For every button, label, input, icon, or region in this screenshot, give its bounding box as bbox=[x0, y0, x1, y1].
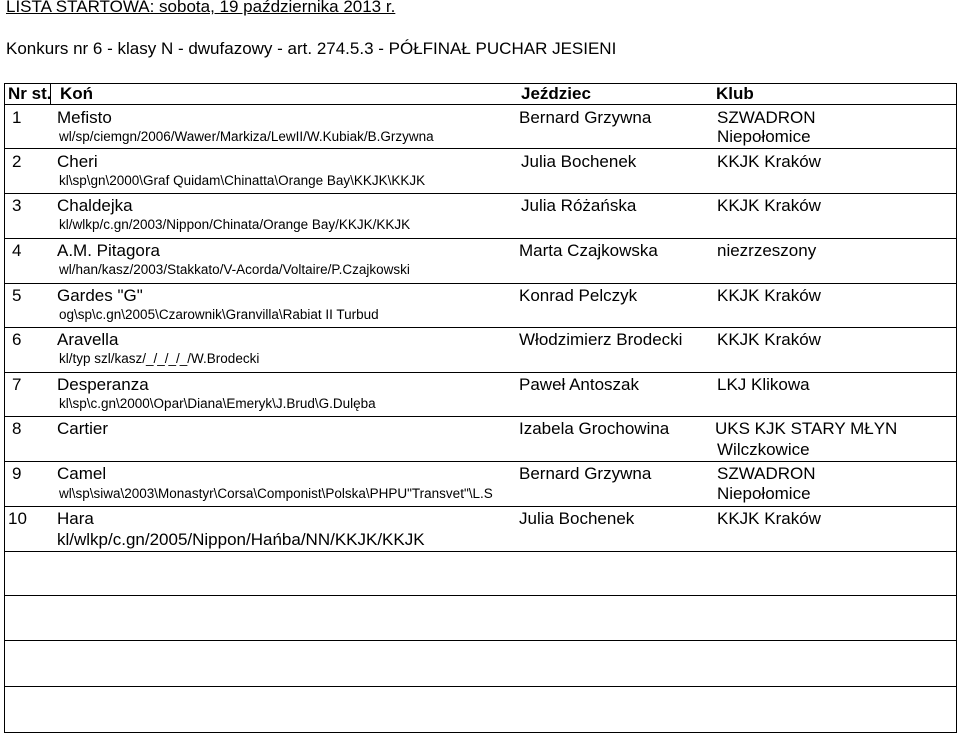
horse-pedigree: kl\sp\gn\2000\Graf Quidam\Chinatta\Orange Bay\KKJK\KKJK bbox=[59, 173, 426, 188]
row-separator bbox=[4, 640, 957, 641]
rider-name: Izabela Grochowina bbox=[519, 419, 670, 438]
club-name: KKJK Kraków bbox=[717, 286, 821, 305]
header-nr: Nr st. bbox=[8, 84, 52, 103]
club-name: UKS KJK STARY MŁYN bbox=[715, 419, 898, 438]
club-name: KKJK Kraków bbox=[717, 152, 821, 171]
start-number: 3 bbox=[12, 196, 22, 215]
row-separator bbox=[4, 686, 957, 687]
horse-name: Mefisto bbox=[57, 108, 112, 127]
rider-name: Marta Czajkowska bbox=[519, 241, 658, 260]
club-name: SZWADRON bbox=[717, 108, 816, 127]
row-separator bbox=[4, 327, 957, 328]
club-name: KKJK Kraków bbox=[717, 330, 821, 349]
nr-column-divider bbox=[50, 84, 51, 105]
horse-pedigree: kl/wlkp/c.gn/2003/Nippon/Chinata/Orange Bay/KKJK/KKJK bbox=[59, 217, 411, 232]
horse-name: Cheri bbox=[57, 152, 98, 171]
start-number: 2 bbox=[12, 152, 22, 171]
start-number: 8 bbox=[12, 419, 22, 438]
page-title: LISTA STARTOWA: sobota, 19 października 2013 r. bbox=[6, 0, 396, 16]
header-rider: Jeździec bbox=[521, 84, 591, 103]
horse-name: Chaldejka bbox=[57, 196, 133, 215]
row-separator bbox=[4, 551, 957, 552]
club-location: Niepołomice bbox=[717, 484, 811, 503]
header-horse: Koń bbox=[60, 84, 94, 103]
horse-pedigree: kl/typ szl/kasz/_/_/_/_/W.Brodecki bbox=[59, 351, 260, 366]
row-separator bbox=[4, 193, 957, 194]
horse-name: Desperanza bbox=[57, 375, 149, 394]
row-separator bbox=[4, 238, 957, 239]
row-separator bbox=[4, 283, 957, 284]
rider-name: Julia Bochenek bbox=[521, 152, 637, 171]
horse-pedigree: wl/sp/ciemgn/2006/Wawer/Markiza/LewII/W.Kubiak/B.Grzywna bbox=[59, 129, 434, 144]
club-location: Niepołomice bbox=[717, 127, 811, 146]
horse-pedigree: wl\sp\siwa\2003\Monastyr\Corsa\Componist\Polska\PHPU"Transvet"\L.S bbox=[59, 486, 493, 501]
club-name: SZWADRON bbox=[717, 464, 816, 483]
header-separator bbox=[4, 104, 957, 105]
row-separator bbox=[4, 595, 957, 596]
competition-subtitle: Konkurs nr 6 - klasy N - dwufazowy - art. 274.5.3 - PÓŁFINAŁ PUCHAR JESIENI bbox=[6, 39, 617, 58]
horse-pedigree: kl/wlkp/c.gn/2005/Nippon/Hańba/NN/KKJK/KKJK bbox=[57, 530, 425, 549]
row-separator bbox=[4, 148, 957, 149]
club-name: KKJK Kraków bbox=[717, 196, 821, 215]
start-number: 4 bbox=[12, 241, 22, 260]
row-separator bbox=[4, 372, 957, 373]
start-number: 6 bbox=[12, 330, 22, 349]
start-number: 1 bbox=[12, 108, 22, 127]
row-separator bbox=[4, 416, 957, 417]
start-number: 9 bbox=[12, 464, 22, 483]
start-number: 7 bbox=[12, 375, 22, 394]
rider-name: Julia Bochenek bbox=[519, 509, 635, 528]
header-club: Klub bbox=[716, 84, 754, 103]
club-location: Wilczkowice bbox=[717, 440, 810, 459]
horse-name: A.M. Pitagora bbox=[57, 241, 160, 260]
horse-name: Cartier bbox=[57, 419, 109, 438]
start-number: 5 bbox=[12, 286, 22, 305]
horse-name: Aravella bbox=[57, 330, 119, 349]
rider-name: Konrad Pelczyk bbox=[519, 286, 638, 305]
horse-pedigree: wl/han/kasz/2003/Stakkato/V-Acorda/Voltaire/P.Czajkowski bbox=[59, 262, 410, 277]
horse-pedigree: kl\sp\c.gn\2000\Opar\Diana\Emeryk\J.Brud\G.Dulęba bbox=[59, 396, 376, 411]
horse-name: Camel bbox=[57, 464, 107, 483]
club-name: LKJ Klikowa bbox=[717, 375, 810, 394]
start-number: 10 bbox=[8, 509, 27, 528]
rider-name: Paweł Antoszak bbox=[519, 375, 640, 394]
horse-pedigree: og\sp\c.gn\2005\Czarownik\Granvilla\Rabiat II Turbud bbox=[59, 307, 379, 322]
rider-name: Bernard Grzywna bbox=[519, 108, 652, 127]
horse-name: Gardes "G" bbox=[57, 286, 143, 305]
horse-name: Hara bbox=[57, 509, 94, 528]
rider-name: Bernard Grzywna bbox=[519, 464, 652, 483]
rider-name: Julia Różańska bbox=[521, 196, 637, 215]
club-name: niezrzeszony bbox=[717, 241, 817, 260]
club-name: KKJK Kraków bbox=[717, 509, 821, 528]
rider-name: Włodzimierz Brodecki bbox=[519, 330, 683, 349]
row-separator bbox=[4, 461, 957, 462]
row-separator bbox=[4, 506, 957, 507]
